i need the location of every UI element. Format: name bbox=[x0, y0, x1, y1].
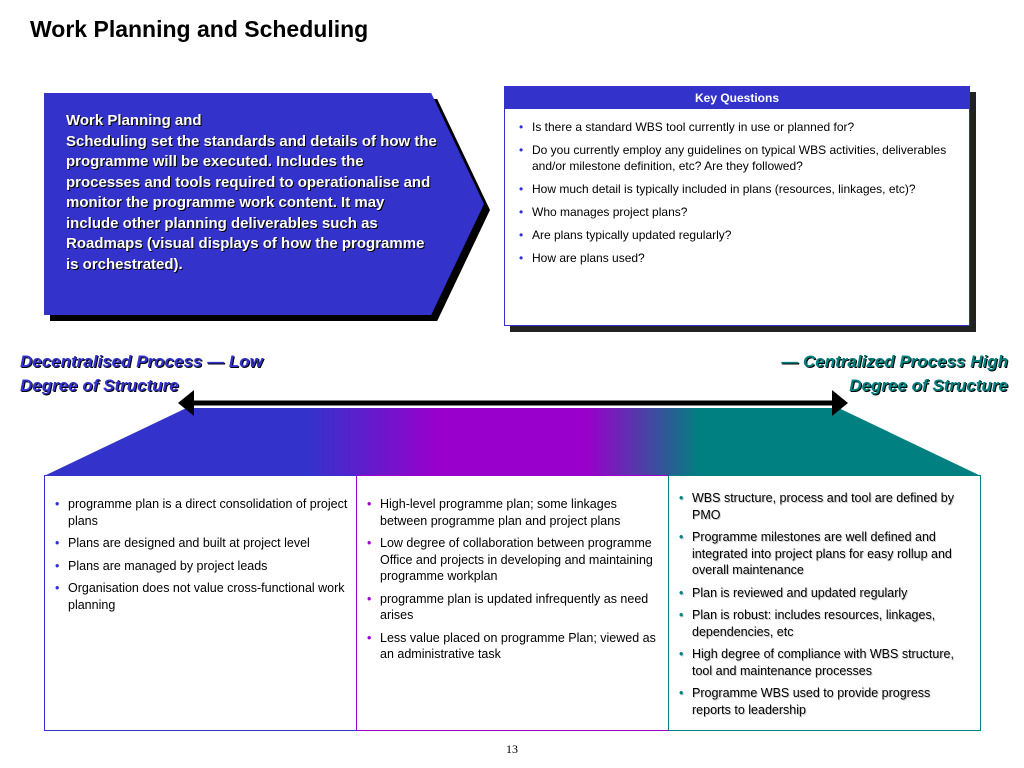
list-item: • Plans are managed by project leads bbox=[55, 558, 348, 575]
list-item: • Plan is reviewed and updated regularly bbox=[679, 585, 972, 602]
list-item: • programme plan is a direct consolidation of project plans bbox=[55, 496, 348, 529]
page-title: Work Planning and Scheduling bbox=[30, 16, 369, 42]
list-item: • Less value placed on programme Plan; viewed as an administrative task bbox=[367, 630, 660, 663]
list-item: • programme plan is updated infrequently as need arises bbox=[367, 591, 660, 624]
list-item: • WBS structure, process and tool are defined by PMO bbox=[679, 490, 972, 523]
list-item: • Programme WBS used to provide progress reports to leadership bbox=[679, 685, 972, 718]
intro-text: Work Planning and Scheduling set the standards and details of how the programme will be executed. Includes the processes and tools required to operationalise and monitor the programme work content. It may include other planning deliverables such as Roadmaps (visual displays of how the programme is orchestrated). bbox=[66, 112, 437, 273]
column-decentralised bbox=[44, 475, 357, 731]
key-questions-header: Key Questions bbox=[505, 87, 969, 109]
list-item: • How much detail is typically included in plans (resources, linkages, etc)? bbox=[519, 181, 959, 197]
decentralised-label: Decentralised Process — Low Degree of Structure bbox=[20, 352, 263, 395]
list-item: • Are plans typically updated regularly? bbox=[519, 227, 959, 243]
list-item: • Programme milestones are well defined and integrated into project plans for easy rollup and overall maintenance bbox=[679, 529, 972, 579]
centralized-label: — Centralized Process High Degree of Structure bbox=[781, 352, 1008, 395]
structure-columns bbox=[44, 475, 981, 731]
list-item: • Is there a standard WBS tool currently in use or planned for? bbox=[519, 119, 959, 135]
column-centralized bbox=[669, 475, 981, 731]
list-item: • Plan is robust: includes resources, linkages, dependencies, etc bbox=[679, 607, 972, 640]
key-questions-list bbox=[519, 119, 959, 266]
list-item: • Do you currently employ any guidelines on typical WBS activities, deliverables and/or milestone definition, etc? Are they followed? bbox=[519, 142, 959, 174]
page-number: 13 bbox=[506, 742, 518, 756]
column-middle bbox=[357, 475, 669, 731]
list-item: • High degree of compliance with WBS structure, tool and maintenance processes bbox=[679, 646, 972, 679]
key-questions-panel bbox=[504, 86, 970, 326]
list-item: • Who manages project plans? bbox=[519, 204, 959, 220]
list-item: • Plans are designed and built at project level bbox=[55, 535, 348, 552]
spectrum-gradient bbox=[44, 408, 981, 476]
list-item: • Organisation does not value cross-functional work planning bbox=[55, 580, 348, 613]
double-arrow-icon bbox=[178, 388, 848, 418]
list-item: • High-level programme plan; some linkages between programme plan and project plans bbox=[367, 496, 660, 529]
list-item: • How are plans used? bbox=[519, 250, 959, 266]
list-item: • Low degree of collaboration between programme Office and projects in developing and maintaining programme workplan bbox=[367, 535, 660, 585]
